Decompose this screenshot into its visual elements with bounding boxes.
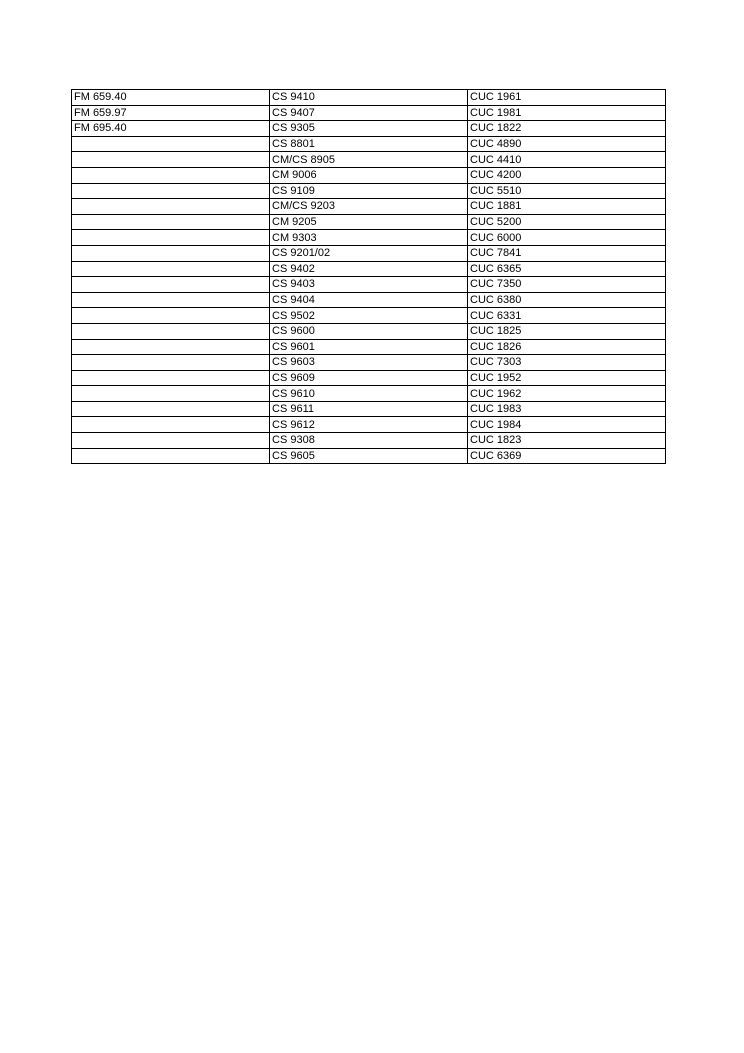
table-cell: CS 9109 — [270, 183, 468, 199]
table-cell: FM 659.97 — [72, 105, 270, 121]
table-cell — [72, 370, 270, 386]
table-cell — [72, 308, 270, 324]
table-cell: CS 9603 — [270, 355, 468, 371]
table-cell — [72, 339, 270, 355]
table-cell — [72, 386, 270, 402]
table-cell: CS 9611 — [270, 401, 468, 417]
table-cell — [72, 323, 270, 339]
table-row — [72, 167, 666, 183]
table-cell: CM 9205 — [270, 214, 468, 230]
table-cell — [72, 230, 270, 246]
table-cell — [72, 199, 270, 215]
table-cell — [72, 167, 270, 183]
table-cell: CUC 1962 — [468, 386, 666, 402]
table-row — [72, 245, 666, 261]
table-cell: CUC 1952 — [468, 370, 666, 386]
table-cell: CUC 1826 — [468, 339, 666, 355]
table-row — [72, 136, 666, 152]
table-cell: CUC 6000 — [468, 230, 666, 246]
table-row — [72, 277, 666, 293]
table-row — [72, 292, 666, 308]
table-cell — [72, 261, 270, 277]
table-body — [72, 90, 666, 464]
table-cell: CUC 6369 — [468, 448, 666, 464]
table-cell — [72, 292, 270, 308]
table-cell — [72, 183, 270, 199]
table-row — [72, 323, 666, 339]
table-cell: CM 9303 — [270, 230, 468, 246]
table-cell: CS 9612 — [270, 417, 468, 433]
table-cell: FM 695.40 — [72, 121, 270, 137]
table-cell: CUC 1825 — [468, 323, 666, 339]
table-cell: CS 9201/02 — [270, 245, 468, 261]
table-cell: FM 659.40 — [72, 90, 270, 106]
table-row — [72, 261, 666, 277]
table-cell: CUC 4200 — [468, 167, 666, 183]
table-row — [72, 121, 666, 137]
table-cell: CS 9402 — [270, 261, 468, 277]
table-cell: CUC 7303 — [468, 355, 666, 371]
table-cell: CUC 7350 — [468, 277, 666, 293]
table-cell: CM/CS 8905 — [270, 152, 468, 168]
table-cell: CS 9404 — [270, 292, 468, 308]
table-cell: CS 9502 — [270, 308, 468, 324]
table-cell: CS 9601 — [270, 339, 468, 355]
table-cell: CUC 6331 — [468, 308, 666, 324]
table-cell: CUC 1881 — [468, 199, 666, 215]
table-row — [72, 214, 666, 230]
table-cell: CS 9410 — [270, 90, 468, 106]
table-cell: CS 8801 — [270, 136, 468, 152]
table-cell: CUC 1823 — [468, 433, 666, 449]
table-cell: CUC 4410 — [468, 152, 666, 168]
table-cell — [72, 417, 270, 433]
table-row — [72, 152, 666, 168]
table-cell — [72, 355, 270, 371]
table-row — [72, 339, 666, 355]
table-cell: CS 9305 — [270, 121, 468, 137]
table-cell: CS 9308 — [270, 433, 468, 449]
table-cell: CS 9609 — [270, 370, 468, 386]
table-cell: CUC 1961 — [468, 90, 666, 106]
table-cell: CUC 6380 — [468, 292, 666, 308]
table-cell — [72, 401, 270, 417]
table-row — [72, 448, 666, 464]
table-row — [72, 417, 666, 433]
table-row — [72, 401, 666, 417]
table-cell: CUC 1983 — [468, 401, 666, 417]
table-cell: CS 9407 — [270, 105, 468, 121]
table-cell: CS 9403 — [270, 277, 468, 293]
table-cell: CUC 5200 — [468, 214, 666, 230]
table-row — [72, 355, 666, 371]
table-row — [72, 386, 666, 402]
table-cell: CUC 7841 — [468, 245, 666, 261]
table-cell: CS 9600 — [270, 323, 468, 339]
table-cell: CS 9605 — [270, 448, 468, 464]
table-row — [72, 433, 666, 449]
table-cell: CUC 6365 — [468, 261, 666, 277]
table-row — [72, 230, 666, 246]
table-row — [72, 199, 666, 215]
table-cell — [72, 448, 270, 464]
table-cell — [72, 277, 270, 293]
table-cell: CUC 1984 — [468, 417, 666, 433]
table-cell: CM/CS 9203 — [270, 199, 468, 215]
table-cell: CUC 4890 — [468, 136, 666, 152]
table-cell: CS 9610 — [270, 386, 468, 402]
table-cell — [72, 136, 270, 152]
table-row — [72, 105, 666, 121]
table-cell — [72, 214, 270, 230]
table-cell — [72, 152, 270, 168]
table-cell: CUC 5510 — [468, 183, 666, 199]
table-cell — [72, 433, 270, 449]
table-row — [72, 183, 666, 199]
table-cell — [72, 245, 270, 261]
table-cell: CUC 1981 — [468, 105, 666, 121]
table-cell: CM 9006 — [270, 167, 468, 183]
table-row — [72, 370, 666, 386]
table-row — [72, 308, 666, 324]
table-row — [72, 90, 666, 106]
parts-cross-reference-table — [71, 89, 666, 464]
table-cell: CUC 1822 — [468, 121, 666, 137]
